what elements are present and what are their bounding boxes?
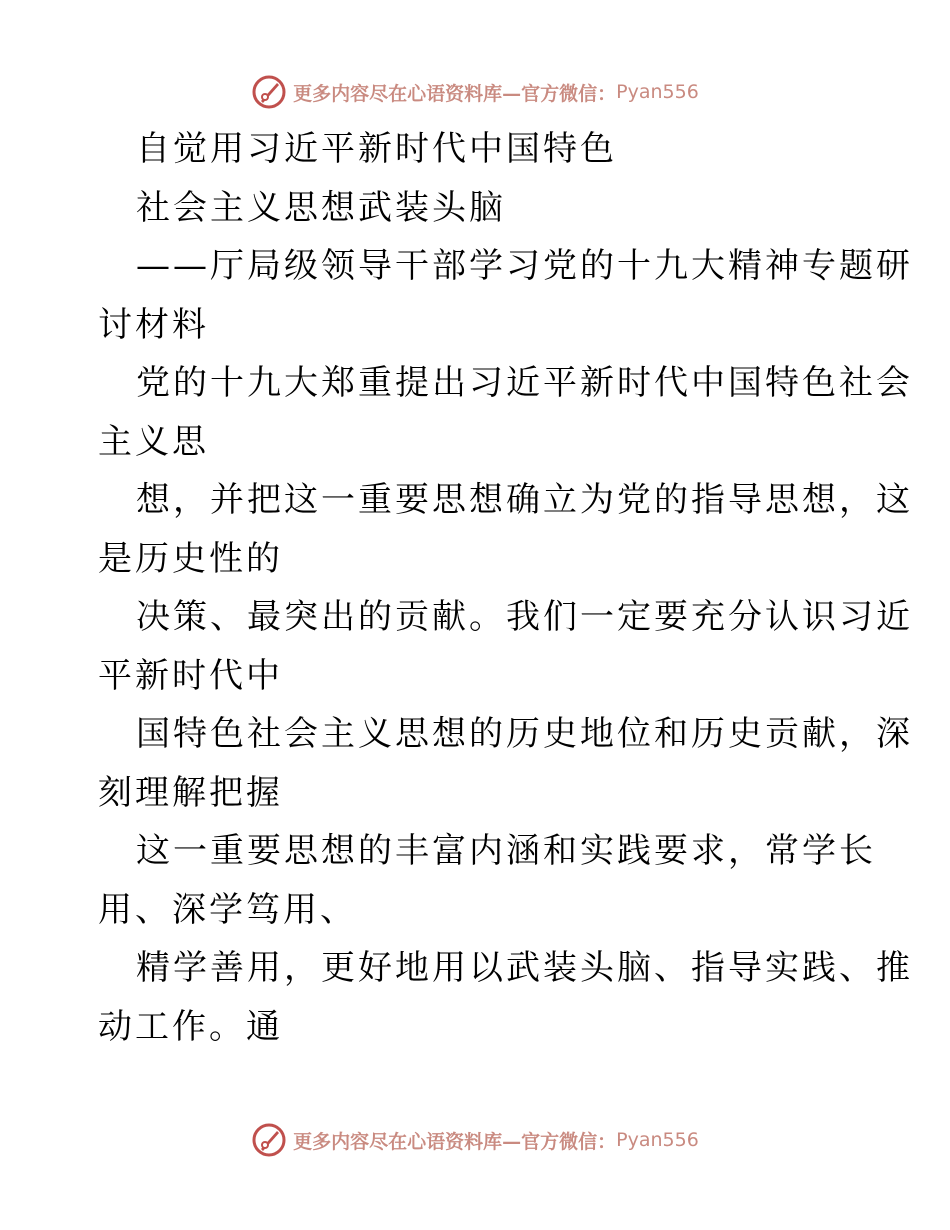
text-line: 自觉用习近平新时代中国特色 — [136, 129, 617, 169]
text-line: 动工作。通 — [98, 1006, 283, 1047]
text-line: 精学善用，更好地用以武装头脑、指导实践、推 — [136, 948, 913, 988]
text-line: 国特色社会主义思想的历史地位和历史贡献，深 — [136, 714, 913, 754]
text-line: 想，并把这一重要思想确立为党的指导思想，这 — [136, 480, 913, 520]
footer-watermark — [0, 1120, 950, 1160]
document-body — [98, 120, 913, 1056]
text-line: 决策、最突出的贡献。我们一定要充分认识习近 — [136, 597, 913, 637]
watermark-text: 更多内容尽在心语资料库—官方微信： — [293, 1130, 617, 1153]
text-line: ——厅局级领导干部学习党的十九大精神专题研 — [136, 246, 913, 286]
watermark-wechat-id: Pyan556 — [616, 1129, 699, 1151]
watermark-wechat-id: Pyan556 — [616, 81, 699, 103]
text-line: 主义思 — [98, 421, 209, 462]
header-watermark — [0, 72, 950, 112]
quill-pen-logo-icon — [251, 74, 287, 110]
text-line: 是历史性的 — [98, 538, 283, 579]
text-line: 刻理解把握 — [98, 772, 283, 813]
text-line: 这一重要思想的丰富内涵和实践要求，常学长 — [136, 831, 876, 871]
text-line: 用、深学笃用、 — [98, 889, 357, 930]
quill-pen-logo-icon — [251, 1122, 287, 1158]
text-line: 党的十九大郑重提出习近平新时代中国特色社会 — [136, 363, 913, 403]
text-line: 社会主义思想武装头脑 — [136, 187, 506, 228]
text-line: 讨材料 — [98, 304, 209, 345]
watermark-text: 更多内容尽在心语资料库—官方微信： — [293, 82, 617, 105]
text-line: 平新时代中 — [98, 655, 283, 696]
